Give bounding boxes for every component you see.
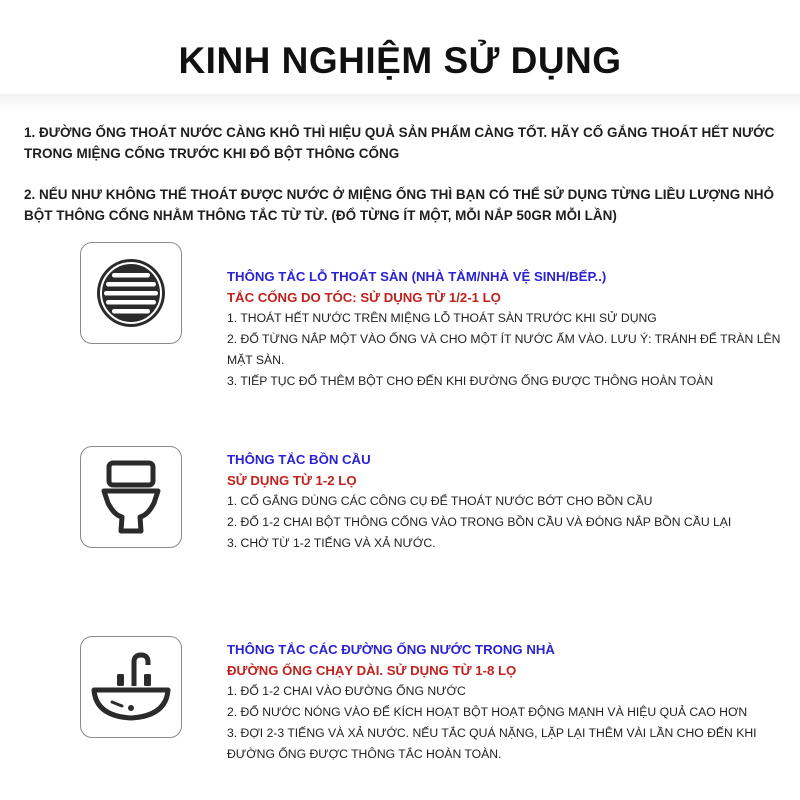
title-divider [0,94,800,112]
section-toilet [227,449,787,554]
section-step: 1. THOÁT HẾT NƯỚC TRÊN MIỆNG LỖ THOÁT SÀN TRƯỚC KHI SỬ DỤNG [227,311,657,325]
section-subheading: SỬ DỤNG TỪ 1-2 LỌ [227,473,357,488]
section-step: 2. ĐỔ NƯỚC NÓNG VÀO ĐỂ KÍCH HOẠT BỘT HOẠT ĐỘNG MẠNH VÀ HIỆU QUẢ CAO HƠN [227,705,748,719]
section-step: 3. CHỜ TỪ 1-2 TIẾNG VÀ XẢ NƯỚC. [227,536,436,550]
floor-drain-icon [91,253,171,333]
section-heading: THÔNG TẮC LỖ THOÁT SÀN (NHÀ TẮM/NHÀ VỆ SINH/BẾP..) [227,269,607,284]
section-heading: THÔNG TẮC BỒN CẦU [227,452,371,467]
page-title: KINH NGHIỆM SỬ DỤNG [178,40,622,81]
section-step: 1. ĐỔ 1-2 CHAI VÀO ĐƯỜNG ỐNG NƯỚC [227,684,466,698]
sink-icon-box [80,636,182,738]
sink-icon [90,650,172,724]
section-subheading: ĐƯỜNG ỐNG CHẠY DÀI. SỬ DỤNG TỪ 1-8 LỌ [227,663,517,678]
section-pipes [227,639,787,765]
section-subheading: TẮC CỐNG DO TÓC: SỬ DỤNG TỪ 1/2-1 LỌ [227,290,501,305]
section-step: 2. ĐỔ TỪNG NẮP MỘT VÀO ỐNG VÀ CHO MỘT ÍT NƯỚC ẤM VÀO. LƯU Ý: TRÁNH ĐỂ TRÀN LÊN MẶT SÀN. [227,332,781,367]
section-step: 3. ĐỢI 2-3 TIẾNG VÀ XẢ NƯỚC. NẾU TẮC QUÁ NẶNG, LẶP LẠI THÊM VÀI LẦN CHO ĐẾN KHI ĐƯỜNG ỐNG ĐƯỢC THÔNG TẮC HOÀN TOÀN. [227,726,757,761]
floor-drain-icon-box [80,242,182,344]
intro-note-2: 2. NẾU NHƯ KHÔNG THỂ THOÁT ĐƯỢC NƯỚC Ở MIỆNG ỐNG THÌ BẠN CÓ THỂ SỬ DỤNG TỪNG LIỀU LƯỢNG NHỎ BỘT THÔNG CỐNG NHẰM THÔNG TẮC TỪ TỪ. (ĐỔ TỪNG ÍT MỘT, MỖI NẮP 50GR MỖI LẦN) [24,187,775,223]
toilet-icon [96,459,166,535]
section-step: 3. TIẾP TỤC ĐỔ THÊM BỘT CHO ĐẾN KHI ĐƯỜNG ỐNG ĐƯỢC THÔNG HOÀN TOÀN [227,374,714,388]
section-heading: THÔNG TẮC CÁC ĐƯỜNG ỐNG NƯỚC TRONG NHÀ [227,642,555,657]
section-step: 2. ĐỔ 1-2 CHAI BỘT THÔNG CỐNG VÀO TRONG BỒN CẦU VÀ ĐÓNG NẮP BỒN CẦU LẠI [227,515,732,529]
toilet-icon-box [80,446,182,548]
intro-note-1: 1. ĐƯỜNG ỐNG THOÁT NƯỚC CÀNG KHÔ THÌ HIỆU QUẢ SẢN PHẨM CÀNG TỐT. HÃY CỐ GẮNG THOÁT HẾT NƯỚC TRONG MIỆNG CỐNG TRƯỚC KHI ĐỔ BỘT THÔNG CỐNG [24,125,775,161]
section-floor-drain [227,266,787,392]
section-step: 1. CỐ GẮNG DÙNG CÁC CÔNG CỤ ĐỂ THOÁT NƯỚC BỚT CHO BỒN CẦU [227,494,653,508]
